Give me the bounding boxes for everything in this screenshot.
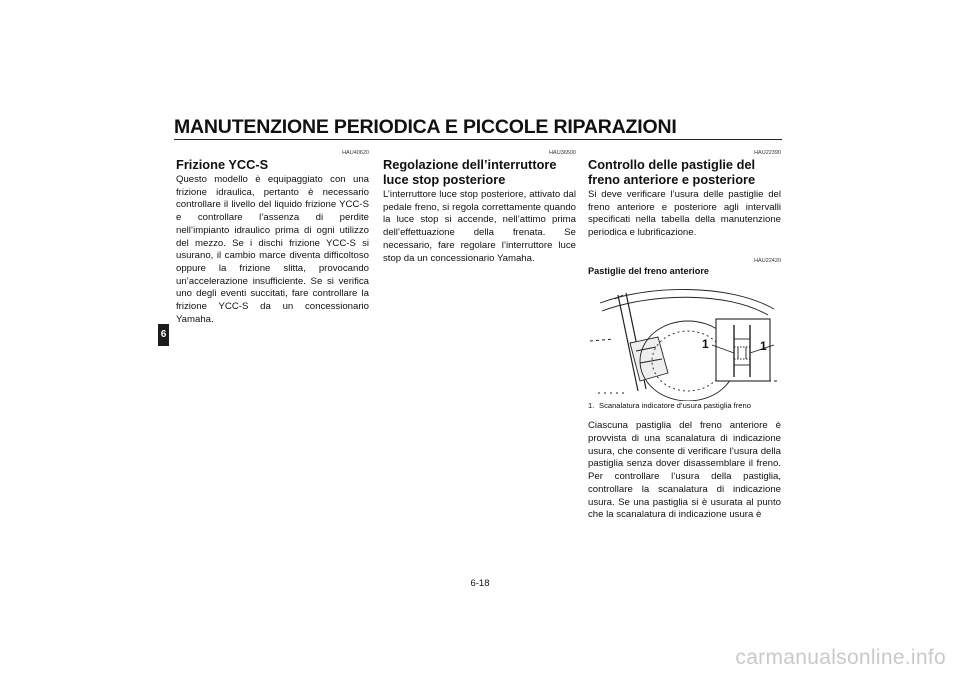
page-number: 6-18 [470, 578, 490, 589]
figure-label-left: 1 [702, 336, 709, 351]
section-code: HAU40620 [342, 150, 369, 156]
column-ycc-s-clutch [176, 150, 369, 326]
section-code: HAU22390 [754, 150, 781, 156]
figure-caption [588, 401, 781, 411]
column-brake-pads [588, 150, 781, 522]
section-text: L’interruttore luce stop posteriore, attivato dal pedale freno, si regola correttamente quando la luce stop si accende, nell’attimo prima dell’effettuazione della frenata. Se necessario, fare regolare l’interruttore luce stop da un concessionario Yamaha. [383, 189, 576, 264]
chapter-tab: 6 [158, 324, 169, 346]
figure-label-right: 1 [760, 338, 767, 353]
section-heading: Frizione YCC-S [176, 157, 269, 172]
section-text: Si deve verificare l’usura delle pastiglie del freno anteriore e posteriore agli intervalli specificati nella tabella della manutenzione periodica e lubrificazione. [588, 189, 781, 239]
section-text: Questo modello è equipaggiato con una frizione idraulica, pertanto è necessario controllare il livello del liquido frizione YCC-S e controllare l’assenza di perdite nell’impianto idraulico prima di ogni utilizzo del mezzo. Se i dischi frizione YCC-S si usurano, il cambio marce diventa difficoltoso oppure la frizione slitta, provocando un’accelerazione insufficiente. Se si verifica uno degli eventi succitati, fare controllare la frizione YCC-S da un concessionario Yamaha. [176, 174, 369, 325]
watermark: carmanualsonline.info [735, 646, 946, 669]
brake-pad-illustration [588, 281, 781, 401]
section-heading: Controllo delle pastiglie del freno anteriore e posteriore [588, 157, 756, 187]
column-brake-light-switch [383, 150, 576, 265]
section-text-2: Ciascuna pastiglia del freno anteriore è provvista di una scanalatura di indicazione usura, che consente di verificare l’usura della pastiglia senza dover disassemblare il freno. Per controllare l’usura della pastiglia, controllare la scanalatura di indicazione usura. Se una pastiglia si è usurata al punto che la scanalatura di indicazione usura è [588, 420, 781, 521]
title-rule [174, 139, 782, 140]
section-code: HAU36500 [549, 150, 576, 156]
caption-text: Scanalatura indicatore d’usura pastiglia freno [599, 400, 751, 410]
page-title: MANUTENZIONE PERIODICA E PICCOLE RIPARAZIONI [174, 116, 677, 138]
section-heading: Regolazione dell’interruttore luce stop posteriore [383, 157, 557, 187]
subsection-heading: Pastiglie del freno anteriore [588, 265, 710, 276]
caption-number: 1. [588, 400, 595, 410]
subsection-code: HAU22420 [754, 257, 781, 264]
